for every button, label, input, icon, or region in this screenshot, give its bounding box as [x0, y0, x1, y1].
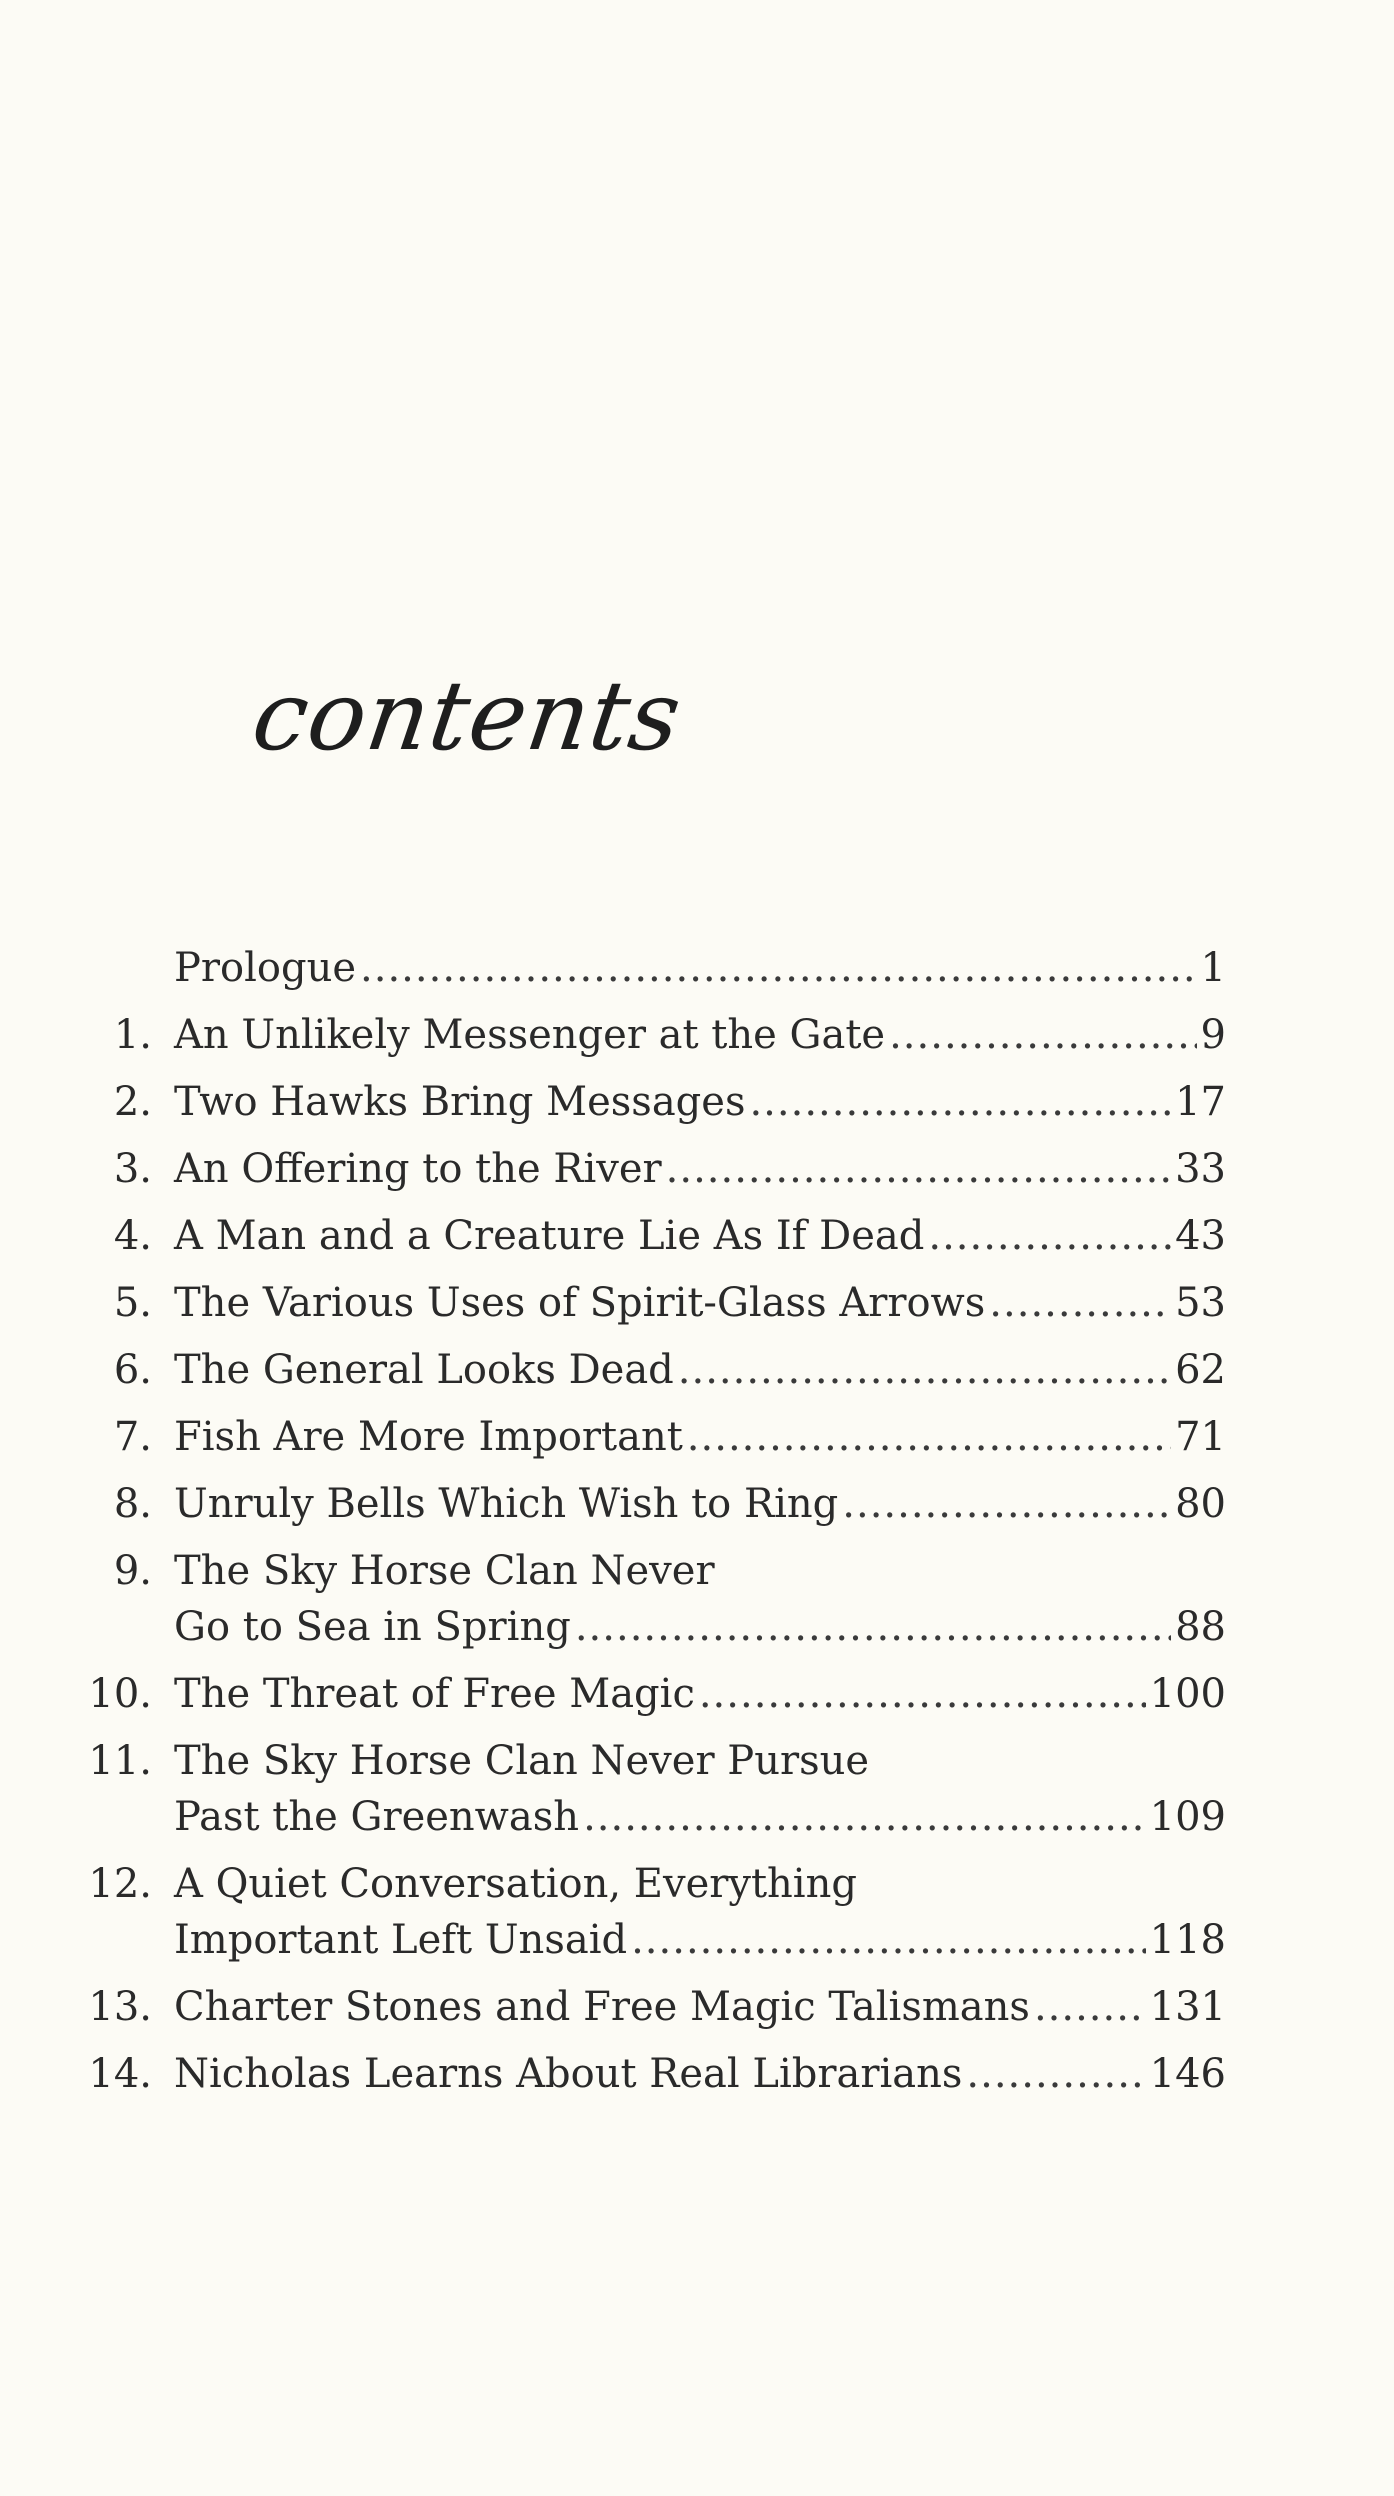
entry-body	[174, 1342, 1226, 1398]
chapter-number: 10.	[88, 1671, 152, 1717]
chapter-title-line: Important Left Unsaid	[174, 1917, 628, 1963]
entry-body	[174, 1074, 1226, 1130]
toc-entry	[80, 1666, 1226, 1722]
chapter-number: 14.	[88, 2051, 152, 2097]
chapter-title-line: Fish Are More Important	[174, 1414, 683, 1460]
toc-entry	[80, 1007, 1226, 1063]
chapter-title-line: The Sky Horse Clan Never Pursue	[174, 1738, 870, 1784]
entry-body	[174, 1409, 1226, 1465]
entry-body	[174, 940, 1226, 996]
chapter-title-row	[174, 1141, 1226, 1197]
chapter-title-line: Go to Sea in Spring	[174, 1604, 571, 1650]
chapter-title-row	[174, 1074, 1226, 1130]
page-number: 131	[1149, 1984, 1226, 2030]
dot-leader	[631, 1912, 1146, 1968]
entry-body	[174, 1979, 1226, 2035]
toc-entry	[80, 1733, 1226, 1845]
chapter-title-row	[174, 1979, 1226, 2035]
dot-leader	[666, 1141, 1171, 1197]
page-number: 1	[1200, 945, 1226, 991]
entry-body	[174, 1007, 1226, 1063]
dot-leader	[360, 940, 1197, 996]
dot-leader	[749, 1074, 1171, 1130]
dot-leader	[928, 1208, 1171, 1264]
chapter-title-row	[174, 2046, 1226, 2102]
dot-leader	[1034, 1979, 1146, 2035]
table-of-contents	[80, 940, 1226, 2113]
toc-entry	[80, 1208, 1226, 1264]
chapter-title-line: The Sky Horse Clan Never	[174, 1548, 715, 1594]
page-number: 9	[1200, 1012, 1226, 1058]
entry-body	[174, 1543, 1226, 1655]
toc-entry	[80, 1342, 1226, 1398]
dot-leader	[575, 1599, 1171, 1655]
page-number: 17	[1175, 1079, 1226, 1125]
toc-entry	[80, 2046, 1226, 2102]
chapter-title-line: Charter Stones and Free Magic Talismans	[174, 1984, 1030, 2030]
entry-body	[174, 1733, 1226, 1845]
chapter-number: 4.	[113, 1213, 152, 1259]
chapter-title-row	[174, 1666, 1226, 1722]
chapter-number: 5.	[113, 1280, 152, 1326]
toc-entry	[80, 1141, 1226, 1197]
page-number: 88	[1175, 1604, 1226, 1650]
chapter-number: 7.	[113, 1414, 152, 1460]
chapter-title-line: A Quiet Conversation, Everything	[174, 1861, 857, 1907]
chapter-title-line: The Various Uses of Spirit-Glass Arrows	[174, 1280, 986, 1326]
toc-entry	[80, 1979, 1226, 2035]
page-number: 146	[1149, 2051, 1226, 2097]
chapter-number: 8.	[113, 1481, 152, 1527]
chapter-title-row	[174, 1007, 1226, 1063]
entry-body	[174, 1208, 1226, 1264]
chapter-number: 13.	[88, 1984, 152, 2030]
toc-entry	[80, 1476, 1226, 1532]
page-number: 33	[1175, 1146, 1226, 1192]
chapter-title-row	[174, 1912, 1226, 1968]
chapter-number: 3.	[113, 1146, 152, 1192]
chapter-title-line: Prologue	[174, 945, 357, 991]
chapter-title-line: The Threat of Free Magic	[174, 1671, 695, 1717]
chapter-title-line: An Offering to the River	[174, 1146, 662, 1192]
chapter-title-row	[174, 1275, 1226, 1331]
entry-body	[174, 1856, 1226, 1968]
dot-leader	[842, 1476, 1171, 1532]
toc-entry	[80, 1409, 1226, 1465]
entry-body	[174, 1275, 1226, 1331]
chapter-number: 6.	[113, 1347, 152, 1393]
dot-leader	[678, 1342, 1171, 1398]
toc-entry	[80, 1856, 1226, 1968]
page-number: 80	[1175, 1481, 1226, 1527]
page-number: 100	[1149, 1671, 1226, 1717]
chapter-title-line: Unruly Bells Which Wish to Ring	[174, 1481, 839, 1527]
dot-leader	[699, 1666, 1146, 1722]
chapter-title-line: An Unlikely Messenger at the Gate	[174, 1012, 886, 1058]
page-number: 62	[1175, 1347, 1226, 1393]
dot-leader	[687, 1409, 1171, 1465]
chapter-number: 9.	[113, 1548, 152, 1594]
page-number: 118	[1149, 1917, 1226, 1963]
chapter-title-row	[174, 1342, 1226, 1398]
chapter-number: 11.	[88, 1738, 152, 1784]
chapter-title-line: Two Hawks Bring Messages	[174, 1079, 746, 1125]
chapter-number: 2.	[113, 1079, 152, 1125]
chapter-title-row	[174, 1208, 1226, 1264]
chapter-title-line: The General Looks Dead	[174, 1347, 674, 1393]
chapter-title-line: Past the Greenwash	[174, 1794, 580, 1840]
toc-entry	[80, 940, 1226, 996]
dot-leader	[583, 1789, 1146, 1845]
contents-heading: contents	[246, 660, 689, 772]
entry-body	[174, 1476, 1226, 1532]
chapter-number: 12.	[88, 1861, 152, 1907]
entry-body	[174, 1141, 1226, 1197]
entry-body	[174, 2046, 1226, 2102]
chapter-title-line: A Man and a Creature Lie As If Dead	[174, 1213, 925, 1259]
toc-entry	[80, 1543, 1226, 1655]
dot-leader	[966, 2046, 1145, 2102]
toc-entry	[80, 1074, 1226, 1130]
dot-leader	[989, 1275, 1171, 1331]
dot-leader	[889, 1007, 1196, 1063]
chapter-title-row	[174, 1599, 1226, 1655]
page-number: 53	[1175, 1280, 1226, 1326]
entry-body	[174, 1666, 1226, 1722]
page-number: 71	[1175, 1414, 1226, 1460]
page-number: 109	[1149, 1794, 1226, 1840]
page-number: 43	[1175, 1213, 1226, 1259]
toc-entry	[80, 1275, 1226, 1331]
chapter-title-row	[174, 1409, 1226, 1465]
chapter-title-line: Nicholas Learns About Real Librarians	[174, 2051, 963, 2097]
chapter-title-row	[174, 1476, 1226, 1532]
chapter-title-row	[174, 940, 1226, 996]
chapter-number: 1.	[113, 1012, 152, 1058]
chapter-title-row	[174, 1789, 1226, 1845]
